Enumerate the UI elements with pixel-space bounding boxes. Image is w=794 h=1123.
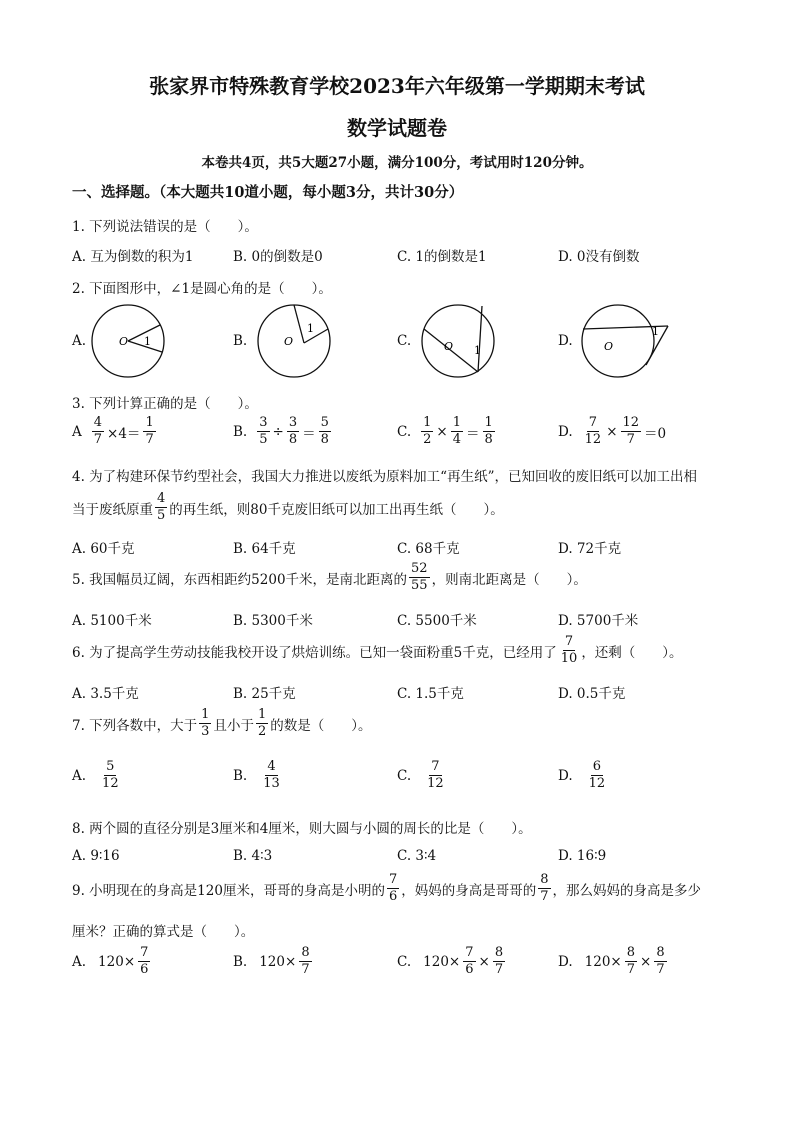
q4-option-c: C. 68千克 <box>397 541 460 557</box>
expression <box>98 946 152 978</box>
fraction <box>483 416 495 448</box>
stem-text: ，则南北距离是（ ）。 <box>431 571 587 588</box>
numerator: 5 <box>319 416 331 432</box>
numerator: 8 <box>654 946 666 962</box>
denominator: 12 <box>427 776 444 792</box>
chord-line <box>478 306 482 372</box>
q9-option-d <box>558 946 669 978</box>
expression <box>585 946 669 978</box>
q7-option-c <box>397 760 448 792</box>
q2-option-b-label: B. <box>233 333 248 349</box>
q3-option-c <box>397 416 497 448</box>
angle-label: 1 <box>652 325 659 338</box>
fraction <box>92 416 104 448</box>
stem-text: 且小于 <box>213 717 254 734</box>
denominator: 7 <box>301 962 310 978</box>
denominator: 8 <box>320 432 329 448</box>
question-4-line2 <box>72 492 504 524</box>
denominator: 7 <box>540 889 549 905</box>
fraction <box>256 708 268 740</box>
option-label: D. <box>558 953 573 970</box>
numerator: 1 <box>143 416 155 432</box>
denominator: 6 <box>465 962 474 978</box>
question-6-stem <box>72 635 683 667</box>
q1-option-b: B. 0的倒数是0 <box>233 249 323 265</box>
denominator: 5 <box>157 508 166 524</box>
stem-text: 7. 下列各数中，大于 <box>72 717 198 734</box>
fraction <box>421 416 433 448</box>
denominator: 13 <box>263 776 280 792</box>
fraction <box>100 760 121 792</box>
numerator: 8 <box>493 946 505 962</box>
question-3-stem: 3. 下列计算正确的是（ ）。 <box>72 396 258 412</box>
operand: 120× <box>259 953 297 970</box>
q1-option-d: D. 0没有倒数 <box>558 249 640 265</box>
q6-option-d: D. 0.5千克 <box>558 686 626 702</box>
operand: 120× <box>423 953 461 970</box>
q7-option-b <box>233 760 284 792</box>
numerator: 3 <box>287 416 299 432</box>
angle-label: 1 <box>474 344 481 357</box>
option-label: A. <box>72 767 87 784</box>
numerator: 5 <box>104 760 116 776</box>
option-label: B. <box>233 953 248 970</box>
numerator: 1 <box>483 416 495 432</box>
fraction <box>621 416 642 448</box>
exam-note: 本卷共4页，共5大题27小题，满分100分，考试用时120分钟。 <box>201 155 593 171</box>
chord-line <box>294 305 304 343</box>
q4-option-d: D. 72千克 <box>558 541 622 557</box>
q7-option-d <box>558 760 609 792</box>
numerator: 3 <box>257 416 269 432</box>
question-2-stem: 2. 下面图形中，∠1是圆心角的是（ ）。 <box>72 281 332 297</box>
denominator: 12 <box>588 776 606 792</box>
fraction <box>261 760 282 792</box>
stem-text: 当于废纸原重 <box>72 501 153 518</box>
denominator: 55 <box>411 578 428 594</box>
denominator: 7 <box>626 432 635 448</box>
circle-shape <box>258 305 330 377</box>
q6-option-c: C. 1.5千克 <box>397 686 464 702</box>
operator: ＝ <box>466 425 480 442</box>
denominator: 2 <box>423 432 432 448</box>
denominator: 7 <box>93 432 103 448</box>
expression <box>90 416 158 448</box>
circle-shape <box>422 305 494 377</box>
q5-option-c: C. 5500千米 <box>397 613 477 629</box>
denominator: 6 <box>388 889 398 905</box>
operator: × <box>640 953 652 970</box>
denominator: 2 <box>257 724 267 740</box>
q6-option-a: A. 3.5千克 <box>72 686 139 702</box>
denominator: 12 <box>584 432 602 448</box>
question-9-line1 <box>72 873 701 905</box>
operator: × <box>606 423 618 440</box>
q8-option-a: A. 9∶16 <box>72 848 120 864</box>
q2-option-a-figure <box>90 302 170 380</box>
operator: × <box>478 953 490 970</box>
center-label: O <box>284 335 294 348</box>
fraction <box>287 416 299 448</box>
q5-option-a: A. 5100千米 <box>72 613 152 629</box>
numerator: 7 <box>587 416 599 432</box>
operator: ＝0 <box>644 425 667 442</box>
q2-option-c-figure <box>418 302 498 380</box>
stem-text: 的数是（ ）。 <box>270 717 372 734</box>
numerator: 1 <box>256 708 268 724</box>
fraction <box>538 873 550 905</box>
numerator: 1 <box>421 416 433 432</box>
numerator: 7 <box>463 946 475 962</box>
fraction <box>493 946 505 978</box>
q2-option-a-label: A. <box>72 333 87 349</box>
fraction <box>138 946 150 978</box>
q2-option-c-label: C. <box>397 333 412 349</box>
denominator: 6 <box>140 962 149 978</box>
q8-option-b: B. 4∶3 <box>233 848 273 864</box>
operator: × <box>436 423 448 440</box>
fraction <box>257 416 269 448</box>
denominator: 4 <box>452 432 462 448</box>
option-label: C. <box>397 953 412 970</box>
question-9-line2: 厘米？正确的算式是（ ）。 <box>72 924 255 940</box>
fraction <box>425 760 446 792</box>
question-7-stem <box>72 708 371 740</box>
numerator: 4 <box>155 492 167 508</box>
numerator: 7 <box>138 946 150 962</box>
numerator: 1 <box>451 416 463 432</box>
expression <box>423 946 507 978</box>
q8-option-d: D. 16∶9 <box>558 848 607 864</box>
q3-option-d <box>558 416 666 448</box>
expression <box>419 416 497 448</box>
denominator: 5 <box>259 432 268 448</box>
q3-option-a <box>72 416 158 448</box>
denominator: 10 <box>560 651 578 667</box>
fraction <box>409 562 430 594</box>
option-label: D. <box>558 767 573 784</box>
stem-text: 6. 为了提高学生劳动技能我校开设了烘焙训练。已知一袋面粉重5千克，已经用了 <box>72 644 557 661</box>
q6-option-b: B. 25千克 <box>233 686 296 702</box>
q3-option-b <box>233 416 333 448</box>
option-label: C. <box>397 767 412 784</box>
operand: 120× <box>584 953 622 970</box>
fraction <box>451 416 463 448</box>
denominator: 8 <box>288 432 298 448</box>
fraction <box>654 946 666 978</box>
stem-text: ，还剩（ ）。 <box>581 644 683 661</box>
fraction <box>559 635 580 667</box>
center-label: O <box>444 340 454 353</box>
question-4-line1: 4. 为了构建环保节约型社会，我国大力推进以废纸为原料加工“再生纸”，已知回收的废旧纸可以加工出相 <box>72 469 697 485</box>
angle-label: 1 <box>307 322 314 335</box>
angle-label: 1 <box>144 335 151 348</box>
fraction <box>155 492 167 524</box>
expression <box>581 416 667 448</box>
q5-option-b: B. 5300千米 <box>233 613 313 629</box>
q5-option-d: D. 5700千米 <box>558 613 639 629</box>
numerator: 7 <box>563 635 575 651</box>
q1-option-a: A. 互为倒数的积为1 <box>72 249 194 265</box>
denominator: 7 <box>494 962 504 978</box>
option-label: A <box>72 423 82 440</box>
expression <box>255 416 333 448</box>
page-title: 张家界市特殊教育学校2023年六年级第一学期期末考试 <box>149 74 645 98</box>
stem-text: 9. 小明现在的身高是120厘米，哥哥的身高是小明的 <box>72 882 385 899</box>
q1-option-c: C. 1的倒数是1 <box>397 249 487 265</box>
numerator: 6 <box>591 760 603 776</box>
option-label: C. <box>397 423 412 440</box>
question-5-stem <box>72 562 587 594</box>
q8-option-c: C. 3∶4 <box>397 848 437 864</box>
option-label: B. <box>233 423 248 440</box>
q9-option-c <box>397 946 507 978</box>
circle-shape <box>582 305 654 377</box>
fraction <box>625 946 637 978</box>
question-1-stem: 1. 下列说法错误的是（ ）。 <box>72 219 258 235</box>
denominator: 7 <box>145 432 154 448</box>
stem-text: 5. 我国幅员辽阔，东西相距约5200千米，是南北距离的 <box>72 571 408 588</box>
center-label: O <box>119 335 129 348</box>
fraction <box>463 946 475 978</box>
fraction <box>143 416 155 448</box>
section-heading: 一、选择题。（本大题共10道小题，每小题3分，共计30分） <box>72 184 464 201</box>
q2-option-d-figure <box>578 302 672 380</box>
center-label: O <box>604 340 614 353</box>
stem-text: ，妈妈的身高是哥哥的 <box>401 882 537 899</box>
operator: ×4＝ <box>107 425 141 442</box>
page-subtitle: 数学试题卷 <box>347 116 447 140</box>
operator: ＝ <box>302 425 316 442</box>
numerator: 7 <box>387 873 399 889</box>
fraction <box>199 708 211 740</box>
fraction <box>583 416 604 448</box>
operand: 120× <box>98 953 136 970</box>
q9-option-a <box>72 946 152 978</box>
q4-option-a: A. 60千克 <box>72 541 135 557</box>
operator: ÷ <box>272 423 284 440</box>
stem-text: ，那么妈妈的身高是多少 <box>552 882 702 899</box>
expression <box>259 946 313 978</box>
denominator: 7 <box>656 962 665 978</box>
denominator: 8 <box>484 432 493 448</box>
fraction <box>299 946 311 978</box>
denominator: 7 <box>626 962 636 978</box>
numerator: 8 <box>299 946 311 962</box>
numerator: 52 <box>409 562 430 578</box>
numerator: 4 <box>92 416 104 432</box>
fraction <box>319 416 331 448</box>
denominator: 3 <box>201 724 210 740</box>
numerator: 7 <box>429 760 441 776</box>
fraction <box>587 760 608 792</box>
numerator: 12 <box>621 416 642 432</box>
option-label: D. <box>558 423 573 440</box>
q2-option-b-figure <box>254 302 334 380</box>
numerator: 4 <box>265 760 277 776</box>
q9-option-b <box>233 946 314 978</box>
denominator: 12 <box>102 776 119 792</box>
q7-option-a <box>72 760 123 792</box>
q4-option-b: B. 64千克 <box>233 541 296 557</box>
fraction <box>387 873 399 905</box>
numerator: 8 <box>625 946 637 962</box>
stem-text: 的再生纸，则80千克废旧纸可以加工出再生纸（ ）。 <box>169 501 504 518</box>
q2-option-d-label: D. <box>558 333 573 349</box>
option-label: A. <box>72 953 87 970</box>
numerator: 8 <box>538 873 550 889</box>
question-8-stem: 8. 两个圆的直径分别是3厘米和4厘米，则大圆与小圆的周长的比是（ ）。 <box>72 821 532 837</box>
numerator: 1 <box>199 708 211 724</box>
option-label: B. <box>233 767 248 784</box>
